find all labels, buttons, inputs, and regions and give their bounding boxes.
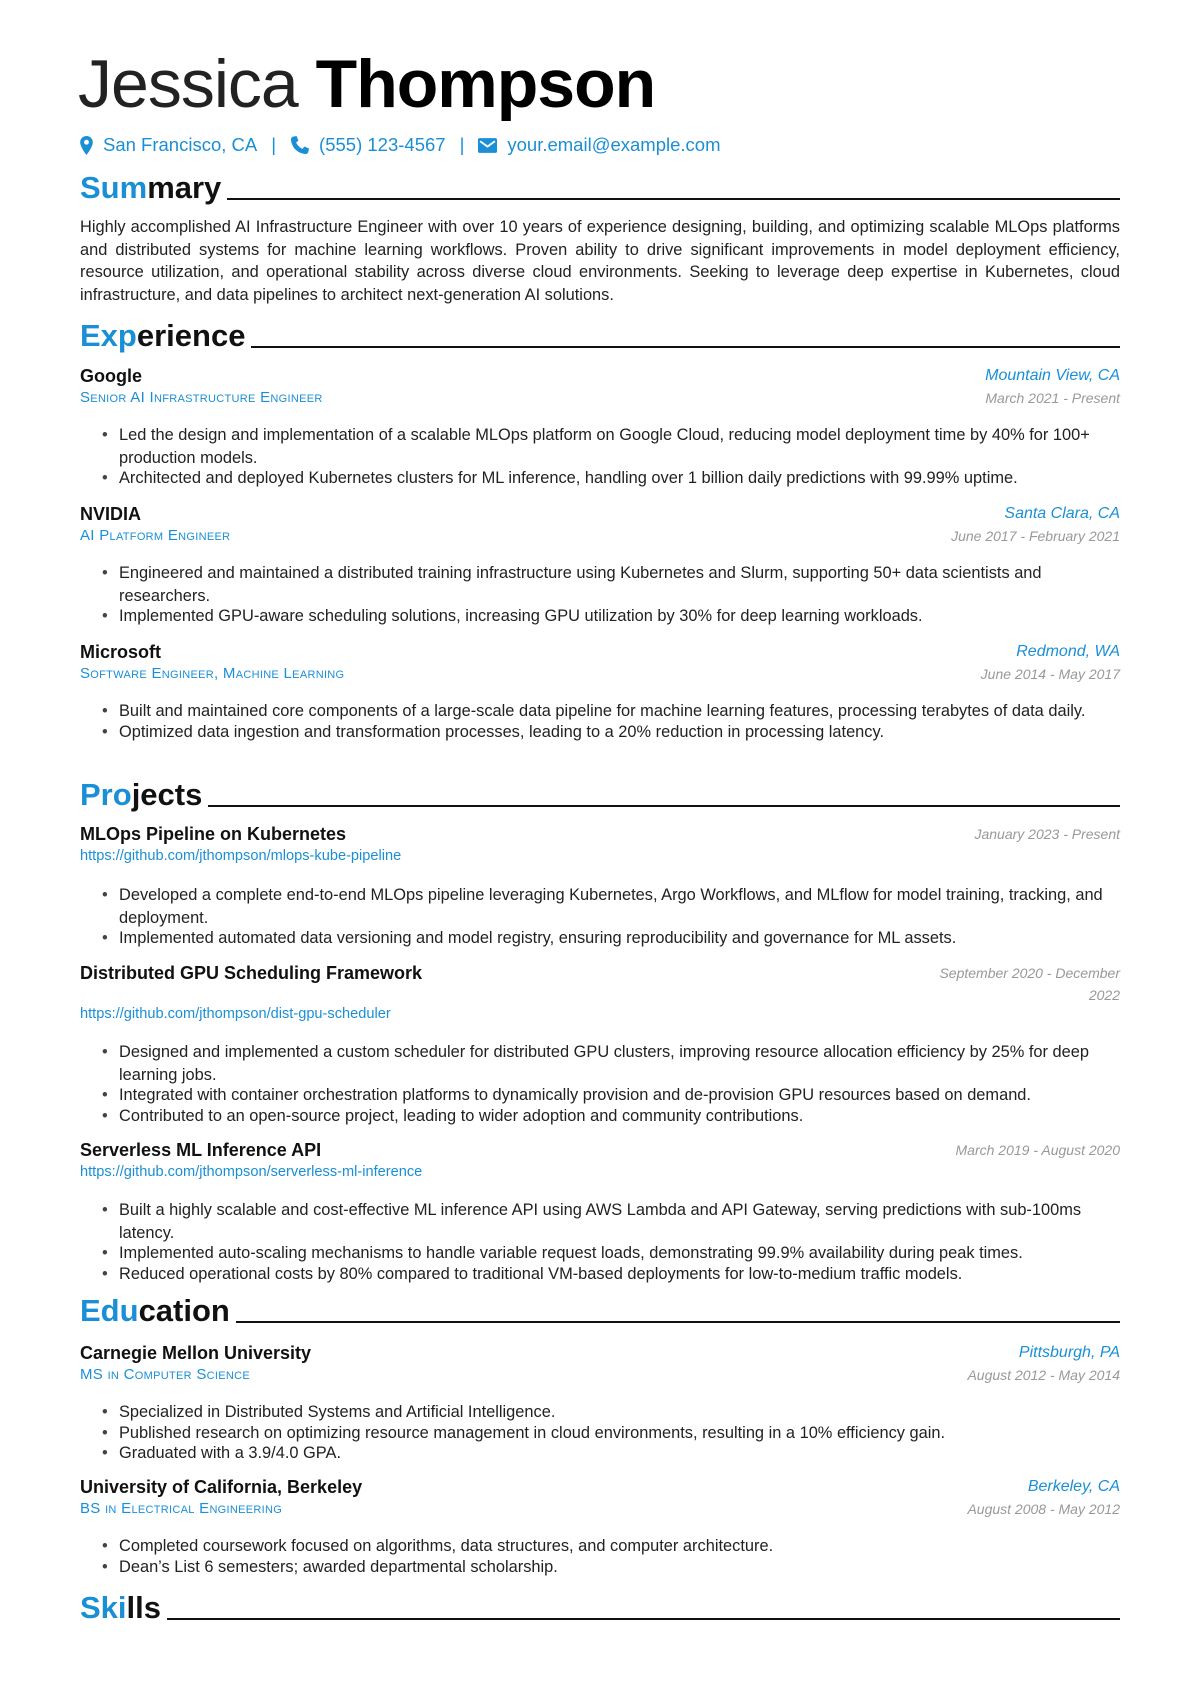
summary-text: Highly accomplished AI Infrastructure Engineer with over 10 years of experience designing, building, and optimizing scalable MLOps platforms and distributed systems for machine learning workflows. Proven ability to drive significant improvements in model deployment efficiency, resource utilization, and operational stability across diverse cloud environments. Seeking to leverage deep expertise in Kubernetes, cloud infrastructure, and data pipelines to architect next-generation AI solutions. [80, 218, 1120, 304]
bullet-item: • Published research on optimizing resource management in cloud environments, resulting in a 10% efficiency gain. [102, 1422, 1112, 1445]
job-role: AI Platform Engineer [80, 527, 231, 544]
section-rule [208, 805, 1120, 807]
section-experience [80, 318, 1120, 354]
bullet-item: • Implemented GPU-aware scheduling solutions, increasing GPU utilization by 30% for deep learning workloads. [102, 605, 1112, 628]
section-projects [80, 777, 1120, 813]
contact-line [80, 134, 721, 156]
school-name: Carnegie Mellon University [80, 1343, 312, 1363]
bullet-item: • Implemented automated data versioning and model registry, ensuring reproducibility and governance for ML assets. [102, 927, 1112, 950]
education-entry [80, 1342, 1120, 1386]
job-role: Software Engineer, Machine Learning [80, 665, 345, 682]
job-location: Redmond, WA [1016, 643, 1120, 660]
section-rule [236, 1321, 1120, 1323]
job-dates: June 2014 - May 2017 [980, 666, 1120, 682]
school-location: Berkeley, CA [1027, 1478, 1120, 1495]
section-summary [80, 170, 1120, 206]
company-name: Microsoft [80, 642, 161, 662]
bullet-item: • Developed a complete end-to-end MLOps pipeline leveraging Kubernetes, Argo Workflows, and MLflow for model training, tracking, and deployment. [102, 884, 1112, 929]
bullet-list [102, 700, 1112, 741]
envelope-icon [478, 138, 497, 153]
company-name: NVIDIA [80, 504, 142, 524]
degree: MS in Computer Science [80, 1366, 251, 1383]
bullet-list [102, 1041, 1112, 1125]
section-title: Projects [80, 777, 203, 812]
bullet-item: • Contributed to an open-source project, leading to wider adoption and community contributions. [102, 1105, 1112, 1128]
candidate-name [78, 44, 655, 124]
first-name: Jessica [78, 46, 298, 122]
experience-entry [80, 503, 1120, 547]
project-entry [80, 823, 1120, 867]
job-location: Santa Clara, CA [1004, 505, 1120, 522]
bullet-item: • Reduced operational costs by 80% compared to traditional VM-based deployments for low-to-medium traffic models. [102, 1263, 1112, 1286]
email-link[interactable]: your.email@example.com [507, 134, 721, 155]
company-name: Google [80, 366, 142, 386]
section-title: Education [80, 1293, 230, 1328]
bullet-item: • Integrated with container orchestration platforms to dynamically provision and de-provision GPU resources based on demand. [102, 1084, 1112, 1107]
bullet-item: • Dean’s List 6 semesters; awarded departmental scholarship. [102, 1556, 1112, 1579]
school-dates: August 2012 - May 2014 [967, 1367, 1120, 1383]
project-dates: January 2023 - Present [974, 826, 1120, 842]
project-entry: Distributed GPU Scheduling Framework https://github.com/jthompson/dist-gpu-scheduler September 2020 - December 2022 [80, 962, 1120, 1025]
bullet-item: • Architected and deployed Kubernetes clusters for ML inference, handling over 1 billion daily predictions with 99.99% uptime. [102, 467, 1112, 490]
section-rule [251, 346, 1120, 348]
bullet-list [102, 562, 1112, 626]
bullet-list [102, 884, 1112, 948]
project-link[interactable]: https://github.com/jthompson/serverless-ml-inference [80, 1164, 423, 1180]
job-role: Senior AI Infrastructure Engineer [80, 389, 323, 406]
contact-phone[interactable] [290, 134, 446, 156]
section-title: Experience [80, 318, 246, 353]
project-dates: September 2020 - December [939, 965, 1120, 981]
contact-email[interactable] [478, 134, 720, 156]
experience-entry [80, 365, 1120, 409]
map-marker-icon [80, 136, 93, 155]
section-rule [227, 198, 1120, 200]
project-dates: March 2019 - August 2020 [955, 1142, 1120, 1158]
school-name: University of California, Berkeley [80, 1477, 363, 1497]
bullet-item: • Optimized data ingestion and transformation processes, leading to a 20% reduction in processing latency. [102, 721, 1112, 744]
job-location: Mountain View, CA [985, 367, 1120, 384]
bullet-item: • Built a highly scalable and cost-effective ML inference API using AWS Lambda and API Gateway, serving predictions with sub-100ms latency. [102, 1199, 1112, 1244]
degree: BS in Electrical Engineering [80, 1500, 283, 1517]
experience-entry [80, 641, 1120, 685]
education-entry [80, 1476, 1120, 1520]
bullet-list [102, 1535, 1112, 1576]
bullet-item: • Completed coursework focused on algorithms, data structures, and computer architecture. [102, 1535, 1112, 1558]
section-education [80, 1293, 1120, 1329]
bullet-item: • Engineered and maintained a distributed training infrastructure using Kubernetes and Slurm, supporting 50+ data scientists and researchers. [102, 562, 1112, 607]
phone-text: (555) 123-4567 [319, 134, 446, 155]
section-skills [80, 1590, 1120, 1626]
bullet-item: • Built and maintained core components of a large-scale data pipeline for machine learning features, processing terabytes of data daily. [102, 700, 1112, 723]
bullet-list [102, 1401, 1112, 1463]
last-name: Thompson [315, 46, 656, 122]
project-title: MLOps Pipeline on Kubernetes [80, 824, 347, 844]
project-title: Serverless ML Inference API [80, 1140, 322, 1160]
project-entry [80, 1139, 1120, 1183]
section-title: Skills [80, 1590, 161, 1625]
bullet-item: • Graduated with a 3.9/4.0 GPA. [102, 1442, 1112, 1465]
bullet-item: • Implemented auto-scaling mechanisms to handle variable request loads, demonstrating 99.9% availability during peak times. [102, 1242, 1112, 1265]
section-rule [167, 1618, 1120, 1620]
bullet-item: • Designed and implemented a custom scheduler for distributed GPU clusters, improving resource allocation efficiency by 25% for deep learning jobs. [102, 1041, 1112, 1086]
project-title: Distributed GPU Scheduling Framework [80, 963, 423, 983]
bullet-item: • Specialized in Distributed Systems and Artificial Intelligence. [102, 1401, 1112, 1424]
location-text: San Francisco, CA [103, 134, 258, 155]
contact-location [80, 134, 257, 156]
job-dates: June 2017 - February 2021 [951, 528, 1120, 544]
separator: | [459, 134, 465, 155]
job-dates: March 2021 - Present [985, 390, 1120, 406]
bullet-list [102, 424, 1112, 488]
phone-icon [290, 136, 309, 155]
separator: | [271, 134, 277, 155]
section-title: Summary [80, 170, 222, 205]
school-location: Pittsburgh, PA [1018, 1344, 1120, 1361]
project-link[interactable]: https://github.com/jthompson/dist-gpu-scheduler [80, 1006, 391, 1022]
bullet-list [102, 1199, 1112, 1283]
project-link[interactable]: https://github.com/jthompson/mlops-kube-pipeline [80, 848, 402, 864]
school-dates: August 2008 - May 2012 [967, 1501, 1120, 1517]
bullet-item: • Led the design and implementation of a scalable MLOps platform on Google Cloud, reducing model deployment time by 40% for 100+ production models. [102, 424, 1112, 469]
